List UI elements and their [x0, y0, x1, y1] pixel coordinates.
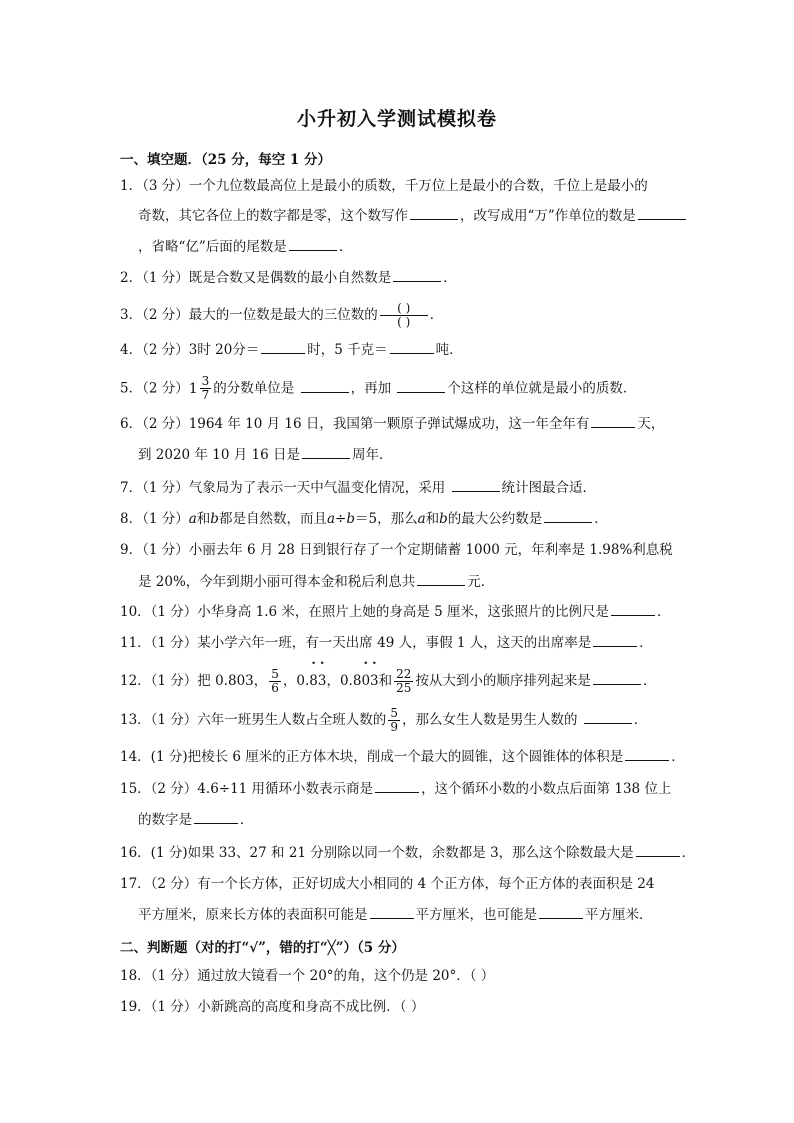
answer-blank[interactable] — [611, 602, 655, 616]
question-9-line-1: 9．（1 分）小丽去年 6 月 28 日到银行存了一个定期储蓄 1000 元，年利率是 1.98%利息税 — [120, 542, 673, 558]
question-14: 14．(1 分)把棱长 6 厘米的正方体木块，削成一个最大的圆锥，这个圆锥体的体积是 ． — [120, 749, 685, 765]
answer-blank[interactable] — [410, 206, 458, 220]
answer-blank[interactable] — [390, 340, 434, 354]
question-6-line-1: 6．（2 分）1964 年 10 月 16 日，我国第一颗原子弹试爆成功，这一年全年有 天， — [120, 416, 665, 432]
question-19: 19．（1 分）小新跳高的高度和身高不成比例．（ ） — [120, 999, 425, 1015]
repeating-digit: • 3 — [370, 671, 379, 691]
question-13: 13．（1 分）六年一班男生人数占全班人数的 $\frac{5}{9}$ ，那么女生人数是男生人数的 ． — [120, 706, 648, 734]
question-15-line-2: 的数字是 ． — [138, 812, 254, 828]
question-16: 16．(1 分)如果 33、27 和 21 分别除以同一个数，余数都是 3，那么这个除数最大是 ． — [120, 845, 696, 861]
section-true-false-heading: 二、判断题（对的打“√”，错的打“╳”）（5 分） — [120, 940, 405, 956]
fraction-22-25: $\frac{22}{25}$ — [396, 667, 412, 695]
answer-blank[interactable] — [584, 710, 632, 724]
question-2: 2．（1 分）既是合数又是偶数的最小自然数是 ． — [120, 270, 457, 286]
mixed-number: 1 $\frac{3}{7}$ — [188, 374, 210, 402]
answer-blank[interactable] — [593, 671, 641, 685]
answer-blank[interactable] — [591, 414, 635, 428]
question-18: 18．（1 分）通过放大镜看一个 20°的角，这个仍是 20°．（ ） — [120, 968, 495, 984]
fraction-5-6: $\frac{5}{6}$ — [271, 667, 279, 695]
answer-blank[interactable] — [370, 905, 414, 919]
repeating-digit: • 3 — [318, 671, 327, 691]
answer-blank[interactable] — [636, 843, 680, 857]
question-17-line-2: 平方厘米，原来长方体的表面积可能是 平方厘米，也可能是 平方厘米． — [138, 907, 653, 923]
answer-blank[interactable] — [397, 379, 445, 393]
exam-title: 小升初入学测试模拟卷 — [296, 108, 497, 130]
question-11: 11．（1 分）某小学六年一班，有一天出席 49 人，事假 1 人，这天的出席率是 ． — [120, 635, 653, 651]
answer-blank[interactable] — [452, 478, 500, 492]
question-7: 7．（1 分）气象局为了表示一天中气温变化情况，采用 统计图最合适． — [120, 480, 597, 496]
question-8: 8．（1 分）a和b都是自然数，而且a÷b＝5，那么a和b的最大公约数是 ． — [120, 511, 608, 527]
question-17-line-1: 17．（2 分）有一个长方体，正好切成大小相同的 4 个正方体，每个正方体的表面积是 24 — [120, 876, 655, 892]
answer-blank[interactable] — [301, 379, 349, 393]
answer-blank[interactable] — [393, 268, 441, 282]
answer-blank[interactable] — [417, 572, 465, 586]
question-3: 3．（2 分）最大的一位数是最大的三位数的 $\frac{( )}{( )}$ ． — [120, 301, 444, 329]
fraction-5-9: $\frac{5}{9}$ — [390, 706, 398, 734]
question-6-line-2: 到 2020 年 10 月 16 日是 周年． — [138, 447, 393, 463]
answer-blank[interactable] — [539, 905, 583, 919]
answer-blank[interactable] — [302, 445, 350, 459]
answer-blank[interactable] — [638, 206, 686, 220]
repeating-digit: • 8 — [309, 671, 318, 691]
answer-blank[interactable] — [289, 237, 337, 251]
question-1-line-1: 1．（3 分）一个九位数最高位上是最小的质数，千万位上是最小的合数，千位上是最小的 — [120, 178, 648, 194]
answer-blank[interactable] — [625, 747, 669, 761]
question-10: 10．（1 分）小华身高 1.6 米，在照片上她的身高是 5 厘米，这张照片的比例尺是 ． — [120, 604, 671, 620]
answer-blank[interactable] — [593, 633, 637, 647]
question-1-line-2: 奇数，其它各位上的数字都是零，这个数写作 ，改写成用“万”作单位的数是 — [138, 206, 688, 226]
section-fill-in-heading: 一、填空题．（25 分，每空 1 分） — [120, 152, 332, 168]
answer-blank[interactable] — [375, 779, 419, 793]
answer-blank[interactable] — [194, 810, 238, 824]
answer-blank[interactable] — [544, 509, 592, 523]
question-4: 4．（2 分）3时 20分＝ 时，5 千克＝ 吨． — [120, 342, 463, 358]
fraction-answer[interactable]: $\frac{( )}{( )}$ — [380, 302, 428, 329]
question-1-line-3: ，省略“亿”后面的尾数是 ． — [138, 239, 353, 255]
answer-blank[interactable] — [261, 340, 305, 354]
question-12: 12．（1 分）把 0.803， $\frac{5}{6}$ ，0.• 8• 3，0.8• 0• 3和 $\frac{22}{25}$ 按从大到小的顺序排列起来是 ． — [120, 668, 656, 695]
question-5: 5．（2 分） 1 $\frac{3}{7}$ 的分数单位是 ，再加 个这样的单位就是最小的质数． — [120, 374, 637, 402]
question-9-line-2: 是 20%，今年到期小丽可得本金和税后利息共 元． — [138, 574, 495, 590]
repeating-digit: • 0 — [361, 671, 370, 691]
question-15-line-1: 15．（2 分）4.6÷11 用循环小数表示商是 ，这个循环小数的小数点后面第 138 位上 — [120, 781, 672, 797]
